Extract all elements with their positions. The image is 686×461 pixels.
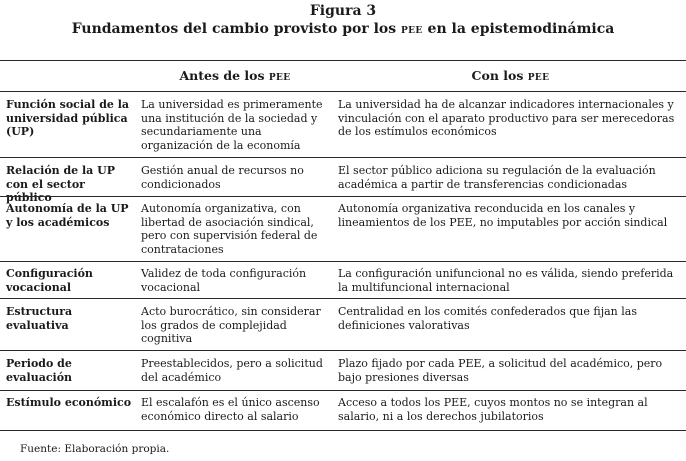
row-before: El escalafón es el único ascenso económico directo al salario bbox=[141, 396, 320, 423]
row-after: Centralidad en los comités confederados que fijan las definiciones valorativas bbox=[338, 305, 637, 332]
row-criterion: Estructura evaluativa bbox=[6, 305, 73, 332]
header-before-acronym: PEE bbox=[268, 73, 291, 83]
table-top-rule bbox=[0, 60, 686, 61]
row-before: Gestión anual de recursos no condicionados bbox=[141, 164, 304, 191]
row-divider bbox=[0, 298, 686, 299]
row-after: Autonomía organizativa reconducida en los canales y lineamientos de los PEE, no imputables por acción sindical bbox=[338, 202, 668, 229]
figure-label: Figura 3 bbox=[309, 3, 377, 19]
row-before: Validez de toda configuración vocacional bbox=[141, 267, 307, 294]
table-bottom-rule bbox=[0, 430, 686, 431]
row-criterion: Configuración vocacional bbox=[6, 267, 93, 294]
row-criterion: Estímulo económico bbox=[6, 396, 132, 409]
header-before bbox=[141, 68, 329, 83]
header-rule bbox=[0, 91, 686, 92]
row-divider bbox=[0, 261, 686, 262]
figure-title-text-end: en la epistemodinámica bbox=[422, 21, 615, 37]
row-before: Autonomía organizativa, con libertad de asociación sindical, pero con supervisión federal de contrataciones bbox=[141, 202, 318, 256]
row-after: El sector público adiciona su regulación de la evaluación académica a partir de transferencias condicionadas bbox=[338, 164, 656, 191]
header-before-text: Antes de los bbox=[179, 68, 269, 83]
row-divider bbox=[0, 390, 686, 391]
figure-title-text-start: Fundamentos del cambio provisto por los bbox=[71, 21, 401, 37]
header-after bbox=[338, 68, 683, 83]
figure-title-acronym: PEE bbox=[401, 26, 423, 36]
row-before: Acto burocrático, sin considerar los grados de complejidad cognitiva bbox=[141, 305, 321, 346]
row-after: La universidad ha de alcanzar indicadores internacionales y vinculación con el aparato productivo para ser merecedoras de los estímulos económicos bbox=[338, 98, 675, 139]
table-source-note: Fuente: Elaboración propia. bbox=[20, 443, 170, 455]
row-before: La universidad es primeramente una institución de la sociedad y secundariamente una organización de la economía bbox=[141, 98, 323, 152]
header-after-text: Con los bbox=[471, 68, 528, 83]
row-criterion: Función social de la universidad pública (UP) bbox=[6, 98, 130, 139]
row-before: Preestablecidos, pero a solicitud del académico bbox=[141, 357, 323, 384]
row-divider bbox=[0, 196, 686, 197]
row-criterion: Autonomía de la UP y los académicos bbox=[6, 202, 129, 229]
row-after: Plazo fijado por cada PEE, a solicitud del académico, pero bajo presiones diversas bbox=[338, 357, 663, 384]
row-criterion: Relación de la UP con el sector público bbox=[6, 164, 116, 205]
row-divider bbox=[0, 157, 686, 158]
row-divider bbox=[0, 350, 686, 351]
figure-title bbox=[0, 21, 686, 37]
header-after-acronym: PEE bbox=[527, 73, 550, 83]
row-criterion: Periodo de evaluación bbox=[6, 357, 73, 384]
row-after: La configuración unifuncional no es válida, siendo preferida la multifuncional internacional bbox=[338, 267, 674, 294]
row-after: Acceso a todos los PEE, cuyos montos no se integran al salario, ni a los derechos jubilatorios bbox=[338, 396, 648, 423]
